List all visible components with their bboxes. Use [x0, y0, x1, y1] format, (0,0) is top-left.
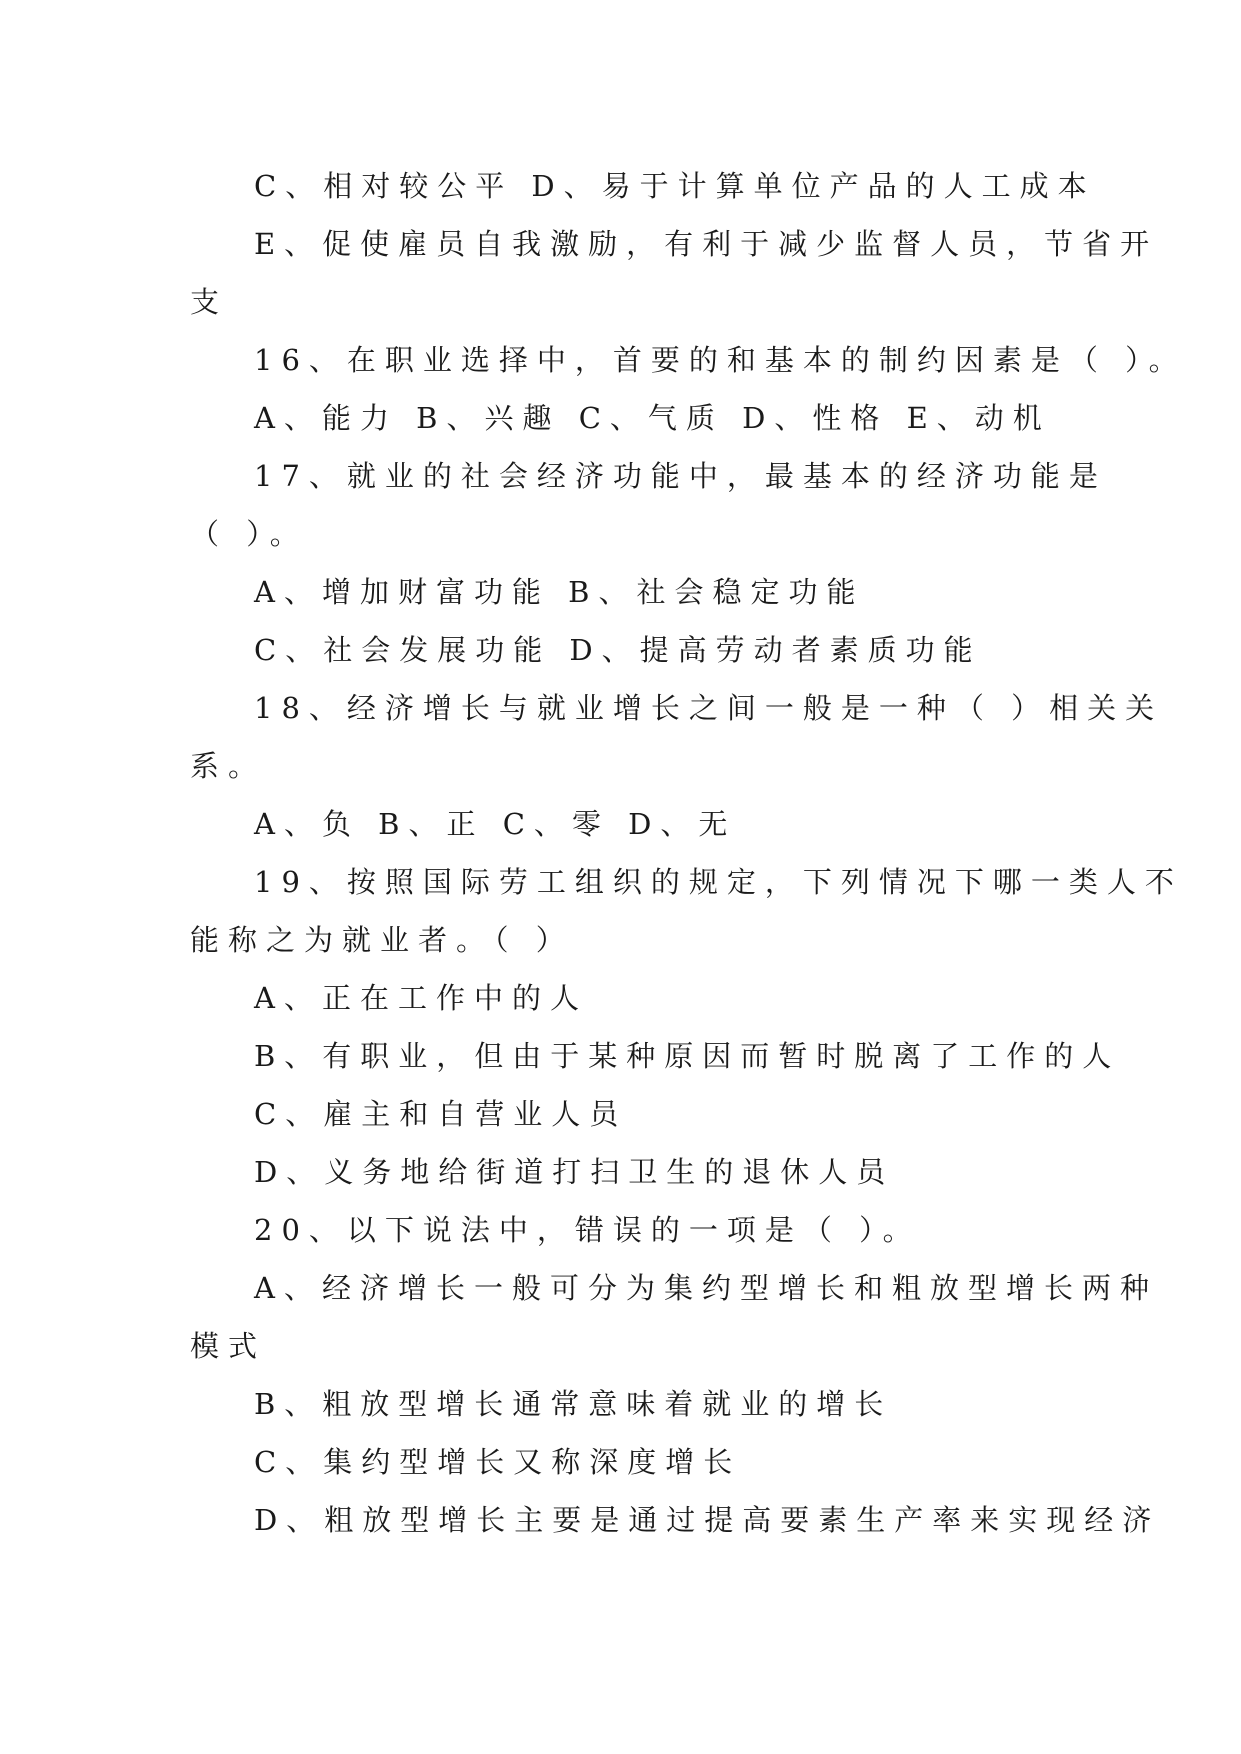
question-18: 18、经济增长与就业增长之间一般是一种（ ）相关关: [254, 691, 1164, 725]
question-17: 17、就业的社会经济功能中，最基本的经济功能是: [254, 459, 1107, 493]
question-19-cont: 能称之为就业者。（ ）: [190, 923, 574, 957]
options-17-cd: C、社会发展功能 D、提高劳动者素质功能: [254, 633, 982, 667]
option-20-c: C、集约型增长又称深度增长: [254, 1445, 742, 1479]
option-19-d: D、义务地给街道打扫卫生的退休人员: [254, 1155, 895, 1189]
options-18: A、负 B、正 C、零 D、无: [254, 807, 737, 841]
options-17-ab: A、增加财富功能 B、社会稳定功能: [254, 575, 865, 609]
question-20: 20、以下说法中，错误的一项是（ ）。: [254, 1213, 921, 1247]
option-19-c: C、雇主和自营业人员: [254, 1097, 628, 1131]
option-line-15-cd: C、相对较公平 D、易于计算单位产品的人工成本: [254, 169, 1096, 203]
option-19-b: B、有职业，但由于某种原因而暂时脱离了工作的人: [254, 1039, 1121, 1073]
option-line-15-e: E、促使雇员自我激励，有利于减少监督人员，节省开: [254, 227, 1159, 261]
question-16: 16、在职业选择中，首要的和基本的制约因素是（ ）。: [254, 343, 1187, 377]
question-19: 19、按照国际劳工组织的规定，下列情况下哪一类人不: [254, 865, 1183, 899]
option-20-a: A、经济增长一般可分为集约型增长和粗放型增长两种: [254, 1271, 1158, 1305]
option-19-a: A、正在工作中的人: [254, 981, 588, 1015]
option-line-15-e-cont: 支: [190, 285, 229, 319]
option-20-b: B、粗放型增长通常意味着就业的增长: [254, 1387, 893, 1421]
question-18-cont: 系。: [190, 749, 267, 783]
question-17-cont: （ ）。: [190, 517, 308, 551]
option-20-d: D、粗放型增长主要是通过提高要素生产率来实现经济: [254, 1503, 1161, 1537]
options-16: A、能力 B、兴趣 C、气质 D、性格 E、动机: [254, 401, 1051, 435]
option-20-a-cont: 模式: [190, 1329, 267, 1363]
